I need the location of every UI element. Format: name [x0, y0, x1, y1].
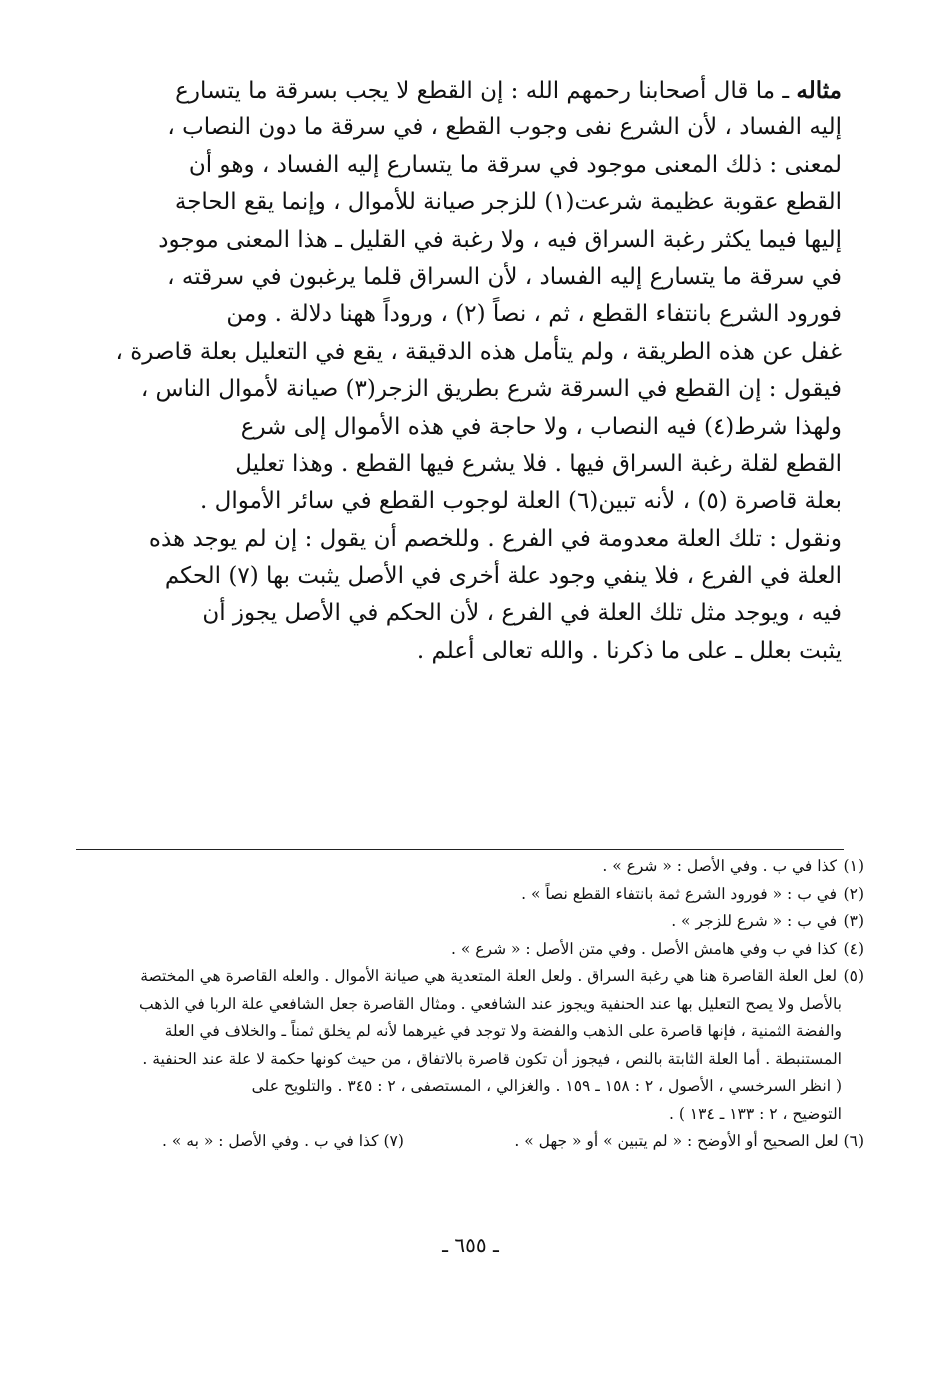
- text-line-content: ـ ما قال أصحابنا رحمهم الله : إن القطع لا يجب بسرقة ما يتسارع: [175, 78, 797, 104]
- text-line: القطع عقوبة عظيمة شرعت(١) للزجر صيانة للأموال ، وإنما يقع الحاجة: [174, 189, 842, 216]
- text-line: فورود الشرع بانتفاء القطع ، ثم ، نصاً (٢) ، وروداً ههنا دلالة . ومن: [226, 301, 842, 328]
- footnote-number: (٣): [843, 912, 864, 930]
- footnote-3: [72, 908, 864, 936]
- main-text: [96, 72, 842, 670]
- footnote-text: كذا في ب وفي هامش الأصل . وفي متن الأصل : « شرع » .: [451, 939, 838, 958]
- text-line: [96, 72, 842, 109]
- text-line: فيه ، ويوجد مثل تلك العلة في الفرع ، لأن الحكم في الأصل يجوز أن: [202, 600, 842, 627]
- footnote-number: (٤): [843, 939, 864, 958]
- lead-word: مثاله: [796, 77, 842, 104]
- text-line: فيقول : إن القطع في السرقة شرع بطريق الزجر(٣) صيانة لأموال الناس ،: [140, 376, 842, 403]
- footnote-6: [514, 1128, 864, 1156]
- footnote-5-continued: المستنبطة . أما العلة الثابتة بالنص ، فيجوز أن تكون قاصرة بالاتفاق ، من حيث كونها حكمة لا علة عند الحنفية .: [142, 1049, 842, 1068]
- footnote-text: في ب : « فورود الشرع ثمة بانتفاء القطع نصاً » .: [521, 884, 838, 903]
- footnote-5-continued: بالأصل ولا يصح التعليل بها عند الحنفية ويجوز عند الشافعي . ومثال القاصرة جعل الشافعي علة الربا في الذهب: [139, 994, 842, 1013]
- footnote-text: لعل العلة القاصرة هنا هي رغبة السراق . ولعل العلة المتعدية هي صيانة الأموال . والعله القاصرة هي المختصة: [140, 967, 838, 985]
- text-line: بعلة قاصرة (٥) ، لأنه تبين(٦) العلة لوجوب القطع في سائر الأموال .: [199, 488, 842, 515]
- page-number: ـ ٦٥٥ ـ: [442, 1233, 499, 1257]
- footnote-divider: [76, 849, 844, 850]
- text-line: في سرقة ما يتسارع إليه الفساد ، لأن السراق قلما يرغبون في سرقته ،: [167, 263, 842, 290]
- text-line: القطع لقلة رغبة السراق فيها . فلا يشرع فيها القطع . وهذا تعليل: [235, 450, 842, 477]
- footnotes: [72, 853, 864, 1156]
- footnote-5-continued: التوضيح ، ٢ : ١٣٣ ـ ١٣٤ ) .: [668, 1104, 842, 1123]
- footnote-text: كذا في ب . وفي الأصل : « شرع » .: [602, 857, 838, 875]
- footnote-number: (٧): [383, 1132, 404, 1150]
- footnote-number: (١): [843, 857, 864, 875]
- footnote-2: [72, 881, 864, 909]
- footnote-number: (٥): [843, 967, 864, 985]
- footnote-5-continued: والفضة الثمنية ، فإنها قاصرة على الذهب والفضة ولا توجد في غيرهما لأنه لم يخلق ثمناً ـ والخلاف في العلة: [164, 1022, 842, 1040]
- footnote-1: [72, 853, 864, 881]
- text-line: غفل عن هذه الطريقة ، ولم يتأمل هذه الدقيقة ، يقع في التعليل بعلة قاصرة ،: [115, 338, 842, 365]
- footnote-row-6-7: [72, 1128, 864, 1156]
- text-line: إليه الفساد ، لأن الشرع نفى وجوب القطع ، في سرقة ما دون النصاب ،: [167, 114, 842, 141]
- text-line: ونقول : تلك العلة معدومة في الفرع . وللخصم أن يقول : إن لم يوجد هذه: [148, 525, 842, 552]
- footnote-text: كذا في ب . وفي الأصل : « به » .: [162, 1132, 379, 1150]
- footnote-5-continued: ( انظر السرخسي ، الأصول ، ٢ : ١٥٨ ـ ١٥٩ . والغزالي ، المستصفى ، ٢ : ٣٤٥ . والتلويح على: [251, 1077, 842, 1095]
- text-line: يثبت بعلل ـ على ما ذكرنا . والله تعالى أعلم .: [416, 637, 842, 664]
- footnote-number: (٢): [843, 884, 864, 903]
- footnote-text: لعل الصحيح أو الأوضح : « لم يتبين » أو « جهل » .: [514, 1132, 839, 1150]
- text-line: إليها فيما يكثر رغبة السراق فيه ، ولا رغبة في القليل ـ هذا المعنى موجود: [158, 226, 842, 253]
- footnote-7: [162, 1128, 404, 1156]
- footnote-5: [72, 963, 864, 991]
- text-line: لمعنى : ذلك المعنى موجود في سرقة ما يتسارع إليه الفساد ، وهو أن: [188, 151, 842, 178]
- footnote-4: [72, 936, 864, 964]
- text-line: العلة في الفرع ، فلا ينفي وجود علة أخرى في الأصل يثبت بها (٧) الحكم: [164, 563, 842, 590]
- text-line: ولهذا شرط(٤) فيه النصاب ، ولا حاجة في هذه الأموال إلى شرع: [240, 413, 842, 440]
- footnote-text: في ب : « شرع للزجر » .: [671, 912, 838, 930]
- footnote-number: (٦): [843, 1132, 864, 1150]
